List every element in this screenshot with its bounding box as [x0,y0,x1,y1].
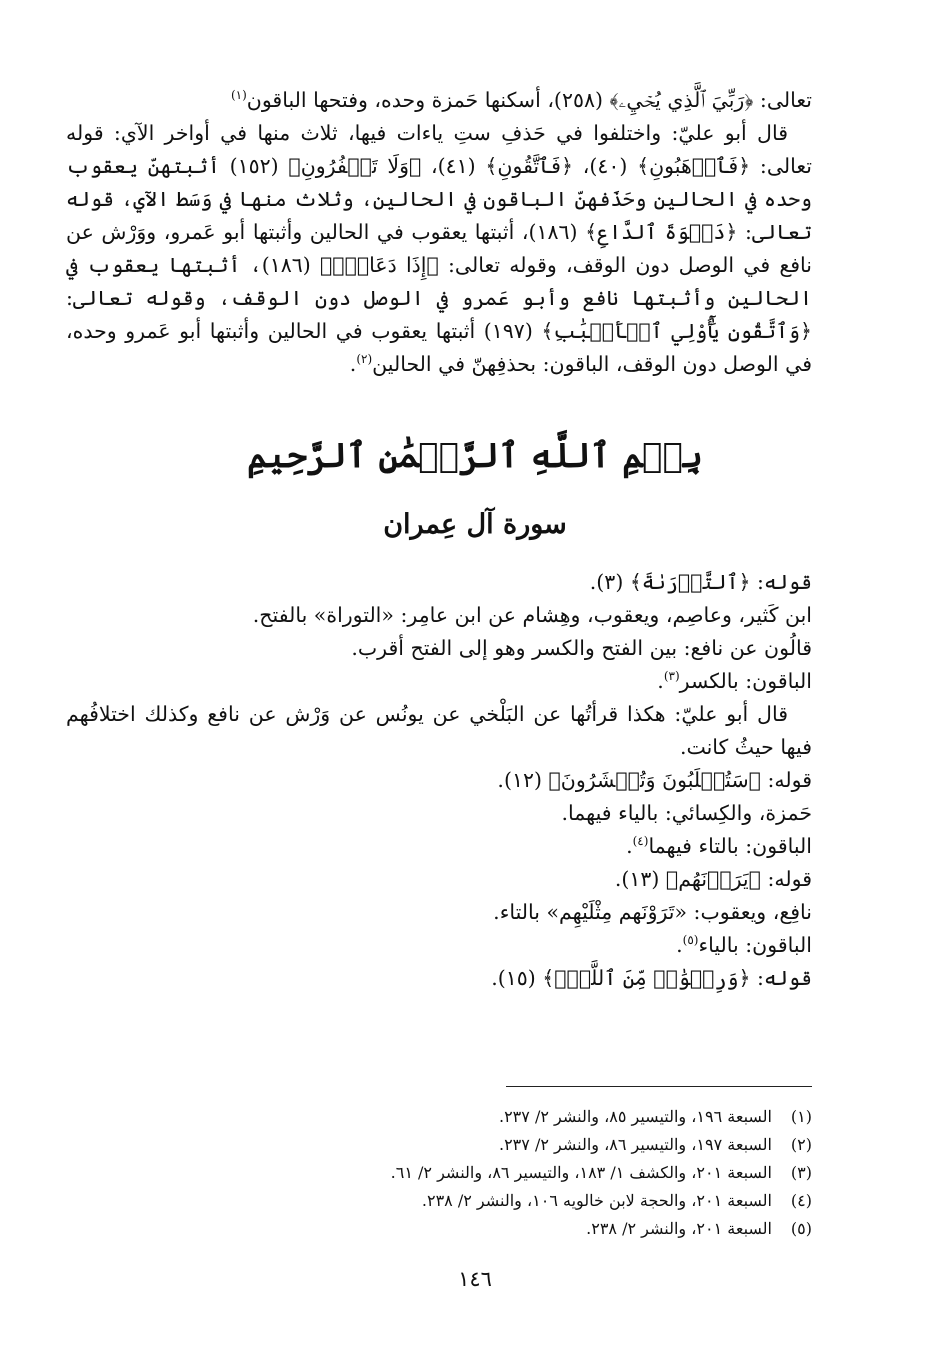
entry-text: نافِع، ويعقوب: «تَرَوْنَهم مِثْلَيْهِم» بالتاء. [493,900,812,924]
entry-text: قوله: ﴿وَرِضۡوَٰنٞ مِّنَ ٱللَّهِۗ﴾ (١٥). [491,966,812,990]
paragraph-end-mark: . [349,352,357,376]
surah-title: سورة آل عِمران [383,509,567,540]
footnote [260,1159,812,1187]
entry-line [66,896,812,929]
entry-text: حَمزة، والكِسائي: بالياء فيهما. [561,801,812,825]
basmala: بِسۡمِ ٱللَّهِ ٱلرَّحۡمَٰنِ ٱلرَّحِيمِ [247,436,703,476]
readings-list [66,566,812,995]
entry-text: الباقون: بالكسر [679,669,812,693]
opening-line [66,84,812,117]
footnote-number: (١) [790,1107,812,1126]
footnote-ref-4: (٤) [632,834,649,849]
entry-end-mark: . [676,933,683,957]
entry-text: الباقون: بالياء [698,933,812,957]
entry-line [66,863,812,896]
entry-end-mark: . [657,669,664,693]
footnote [260,1103,812,1131]
footnote-divider [506,1086,812,1087]
entry-line [66,962,812,995]
footnote-number: (٤) [790,1191,812,1210]
footnote [260,1215,812,1243]
footnote [260,1187,812,1215]
continued-text [66,84,812,381]
opening-line-text: تعالى: ﴿رَبِّيَ ٱلَّذِي يُحۡيِۦ﴾ (٢٥٨)، أسكنها حَمزة وحده، وفتحها الباقون [246,88,812,112]
entry-line [66,599,812,632]
footnotes [260,1103,812,1243]
entry-line [66,764,812,797]
footnote-text: السبعة ٢٠١، والنشر ٢/ ٢٣٨. [586,1219,772,1238]
footnote-number: (٥) [790,1219,812,1238]
footnote-number: (٢) [790,1135,812,1154]
entry-text: قالُون عن نافع: بين الفتح والكسر وهو إلى الفتح أقرب. [351,636,812,660]
footnote-ref-1: (١) [230,88,247,103]
basmala-ornament [200,428,750,484]
footnote-ref-2: (٢) [356,352,373,367]
abu-ali-paragraph-1 [66,117,812,381]
entry-line [66,929,812,962]
entry-text: الباقون: بالتاء فيهما [648,834,812,858]
footnote-text: السبعة ١٩٧، والتيسير ٨٦، والنشر ٢/ ٢٣٧. [498,1135,772,1154]
footnote-text: السبعة ٢٠١، والكشف ١/ ١٨٣، والتيسير ٨٦، والنشر ٢/ ٦١. [390,1163,772,1182]
page-number: ١٤٦ [458,1267,492,1291]
entry-line [66,830,812,863]
entry-line [66,566,812,599]
entry-text: قوله: ﴿سَتُغۡلَبُونَ وَتُحۡشَرُونَ﴾ (١٢). [497,768,812,792]
footnote [260,1131,812,1159]
entry-text: قوله: ﴿ٱلتَّوۡرَىٰةَ﴾ (٣). [589,570,812,594]
entry-line [66,797,812,830]
footnote-ref-5: (٥) [682,933,699,948]
footnote-number: (٣) [790,1163,812,1182]
footnote-text: السبعة ١٩٦، والتيسير ٨٥، والنشر ٢/ ٢٣٧. [498,1107,772,1126]
entry-text: قوله: ﴿يَرَوۡنَهُم﴾ (١٣). [614,867,812,891]
entry-line [66,665,812,698]
abu-ali-paragraph-2: قال أبو عليّ: هكذا قرأتُها عن البَلْخي عن يونُس عن وَرْش عن نافع وكذلك اختلافُهم فيها حيثُ كانت. [66,702,812,759]
abu-ali-paragraph-1-text: قال أبو عليّ: واختلفوا في حَذفِ ستِ ياءات فيها، ثلاث منها في أواخر الآي: قوله تعالى: ﴿فَٱرۡهَبُونِ﴾ (٤٠)، ﴿فَٱتَّقُونِ﴾ (٤١)، ﴿وَلَا تَكۡفُرُونِ﴾ (١٥٢) أثبتهنّ يعقوب وحده في الحالين وحَذَفهنّ الباقون في الحالين، وثلاث منها في وَسَط الآي، قوله تعالى: ﴿دَعۡوَةَ ٱلدَّاعِ﴾ (١٨٦)، أثبتها يعقوب في الحالين وأثبتها أبو عَمرو، ووَرْش عن نافع في الوصل دون الوقف، وقوله تعالى: ﴿إِذَا دَعَانِۖ﴾ (١٨٦)، أثبتها يعقوب في الحالين وأثبتها نافع وأبو عَمرو في الوصل دون الوقف، وقوله تعالى: ﴿وَٱتَّقُونِ يَٰٓأُوْلِي ٱلۡأَلۡبَٰبِ﴾ (١٩٧) أثبتها يعقوب في الحالين وأثبتها أبو عَمرو وحده، في الوصل دون الوقف، الباقون: بحذفِهنّ في الحالين [66,121,813,376]
footnote-ref-3: (٣) [663,669,680,684]
entry-text: ابن كَثير، وعاصِم، ويعقوب، وهِشام عن ابن عامِر: «التوراة» بالفتح. [252,603,812,627]
footnote-text: السبعة ٢٠١، والحجة لابن خالويه ١٠٦، والنشر ٢/ ٢٣٨. [421,1191,772,1210]
entry-line [66,632,812,665]
entry-end-mark: . [626,834,633,858]
